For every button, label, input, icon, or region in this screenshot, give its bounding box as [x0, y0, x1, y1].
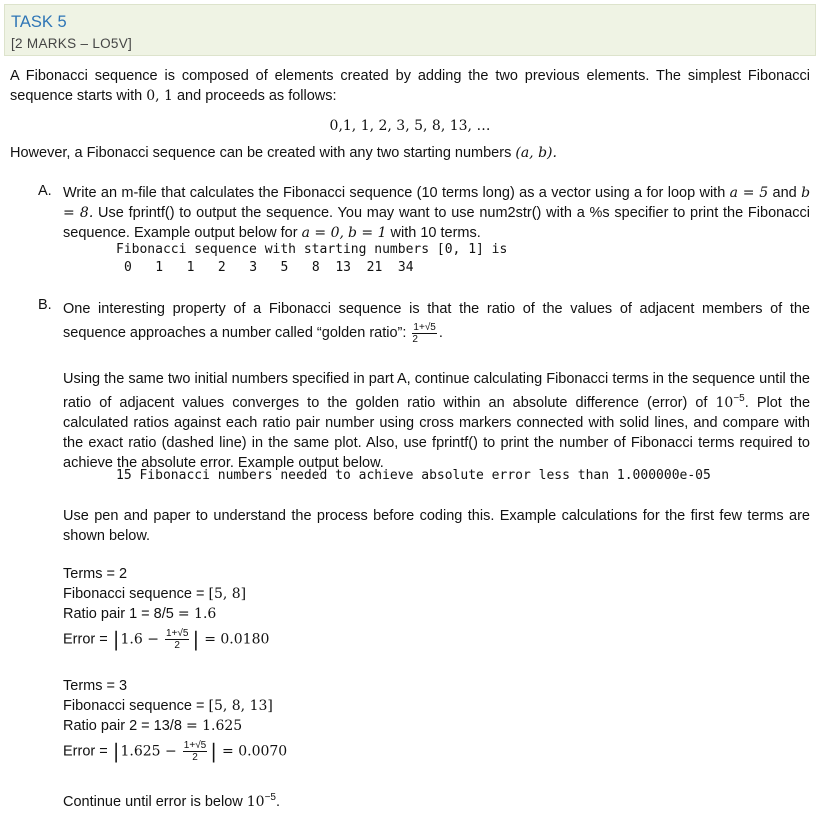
golden-ratio-fraction: $\frac{1+√5}{2}$ — [412, 321, 436, 345]
part-a-label: A. — [38, 183, 52, 199]
part-b-text: One interesting property of a Fibonacci sequence is that the ratio of the values of adjacent members of the sequence approaches a number called “golden ratio”: $\frac{1+√5}{2}$ . — [63, 301, 810, 345]
task-title: TASK 5 — [11, 13, 67, 31]
example-1-error: Error = |1.6 − $\frac{1+√5}{2}$ | = 0.0180 — [63, 627, 270, 652]
code-output-line-1: Fibonacci sequence with starting numbers [0, 1] is — [116, 242, 508, 257]
task-header — [4, 4, 816, 56]
code-output-line-2: 0 1 1 2 3 5 8 13 21 34 — [124, 260, 414, 275]
example-1-terms: Terms = 2 — [63, 566, 128, 582]
part-a-text: Write an m-file that calculates the Fibonacci sequence (10 terms long) as a vector using a for loop with a = 5 and b = 8. Use fprintf() to output the sequence. You may want to use num2str() with a %s specifier to print the Fibonacci sequence. Example output below for a = 0, b = 1 with 10 terms. — [63, 185, 811, 241]
golden-ratio-fraction: $\frac{1+√5}{2}$ — [165, 628, 189, 651]
example-2-error: Error = |1.625 − $\frac{1+√5}{2}$ | = 0.0070 — [63, 739, 288, 764]
part-b-paragraph-2: Using the same two initial numbers specified in part A, continue calculating Fibonacci terms in the sequence until the ratio of adjacent values converges to the golden ratio within an absolute difference (error) of $10^{-5}$. Plot the calculated ratios against each ratio pair number using cross markers connected with solid lines, and compare with the exact ratio (dashed line) in the same plot. Also, use fprintf() to print the number of Fibonacci terms required to achieve the absolute error. Example output below. — [63, 371, 811, 471]
final-instruction: Continue until error is below $10^{-5}$. — [63, 792, 281, 810]
code-output-line-3: 15 Fibonacci numbers needed to achieve absolute error less than 1.000000e-05 — [116, 468, 711, 483]
intro-paragraph: A Fibonacci sequence is composed of elements created by adding the two previous elements. The simplest Fibonacci sequence starts with 0, 1 and proceeds as follows: — [10, 68, 810, 104]
part-b-label: B. — [38, 297, 52, 313]
fibonacci-example-sequence: 0,1, 1, 2, 3, 5, 8, 13, … — [329, 118, 491, 134]
task-marks: [2 MARKS – LO5V] — [11, 36, 133, 51]
example-2-ratio: Ratio pair 2 = 13/8 = 1.625 — [63, 718, 243, 734]
golden-ratio-fraction: $\frac{1+√5}{2}$ — [183, 740, 207, 763]
example-1-ratio: Ratio pair 1 = 8/5 = 1.6 — [63, 606, 217, 622]
intro-paragraph-2: However, a Fibonacci sequence can be created with any two starting numbers (a, b). — [10, 145, 557, 161]
example-1-sequence: Fibonacci sequence = [5, 8] — [63, 586, 247, 602]
example-2-terms: Terms = 3 — [63, 678, 128, 694]
part-b-paragraph-3: Use pen and paper to understand the process before coding this. Example calculations for the first few terms are shown below. — [63, 508, 810, 544]
example-2-sequence: Fibonacci sequence = [5, 8, 13] — [63, 698, 273, 714]
